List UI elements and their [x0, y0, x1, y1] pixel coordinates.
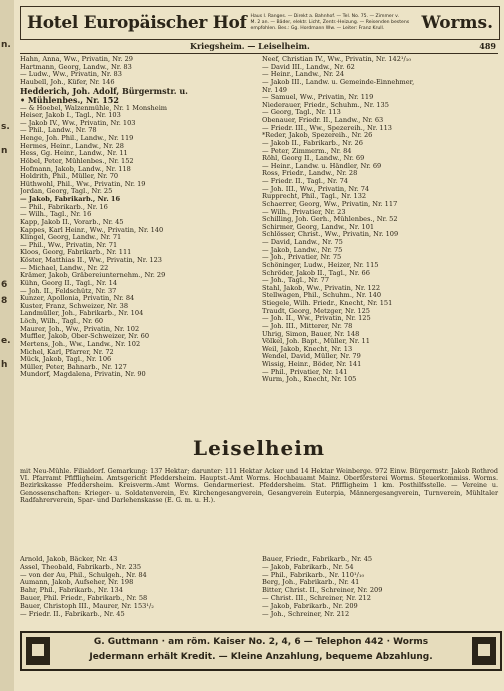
directory-entry: — Joh., Schreiner, Nr. 212	[262, 610, 350, 618]
directory-entry: Bauer, Christoph III., Maurer, Nr. 153¹/₂	[20, 602, 154, 610]
directory-entry: — Phil., Fabrikarb., Nr. 110¹/₁₀	[262, 571, 365, 579]
directory-entry: Holdrith, Phil., Müller, Nr. 70	[20, 173, 119, 181]
directory-entry: — David III., Landw., Nr. 62	[262, 63, 355, 71]
entries-column-left-2	[20, 556, 254, 618]
directory-entry: Kloos, Georg, Fabrikarb., Nr. 111	[20, 249, 132, 257]
directory-entry: Weil, Jakob, Knecht, Nr. 13	[262, 345, 353, 353]
hotel-advertisement	[20, 6, 500, 40]
directory-entry: — Jakob II., Fabrikarb., Nr. 26	[262, 139, 363, 147]
directory-entry: Obenauer, Friedr. II., Landw., Nr. 63	[262, 117, 384, 124]
directory-entry: — Heinr., Landw., Nr. 24	[262, 71, 345, 79]
directory-entry: — Christ. III., Schreiner, Nr. 212	[262, 594, 371, 602]
directory-entry: Wendel, David, Müller, Nr. 79	[262, 353, 361, 361]
section-description: mit Neu-Mühle. Filialdorf. Gemarkung: 137 Hektar; darunter: 111 Hektar Acker und 14 Hektar Weinberge. 972 Einw. Bürgermstr. Jakob Rothrod VI. Pfarramt Pfiffligheim. Amtsgericht Pfeddersheim. Hauptst.-Amt Worms. Hochbauamt Mainz. Oberförsterei Worms. Steuerkommiss. Worms. Bezirkskasse Pfeddersheim. Kreisverm.-Amt Worms. Gendarmeriest. Pfeddersheim. Stat. Pfiffligheim 1 km. Posthilfsstelle. — Vereine u. Genossenschaften: Krieger- u. Soldatenverein, Ev. Kirchengesangverein, Gesangverein Euterpia, Männergesangverein, Turnverein, Mühltaler Radfahrerverein, Spar- und Darlehenskasse (E. G. m. u. H.).	[20, 467, 498, 504]
hotel-city: Worms.	[421, 13, 493, 33]
store-advertisement	[20, 631, 502, 671]
directory-entry: Landmüller, Joh., Fabrikarb., Nr. 104	[20, 310, 144, 318]
running-header	[20, 40, 498, 54]
directory-entry: Berg, Joh., Fabrikarb., Nr. 41	[262, 579, 360, 587]
directory-entry: Stahl, Jakob, Ww., Privatin, Nr. 122	[262, 284, 381, 292]
directory-entry: Hüthwohl, Phil., Ww., Privatin, Nr. 19	[20, 180, 146, 188]
adjacent-page-fragment: 8	[1, 296, 8, 306]
directory-entry: Arnold, Jakob, Bäcker, Nr. 43	[20, 556, 118, 563]
directory-entry: Assel, Theobald, Fabrikarb., Nr. 235	[20, 563, 142, 571]
directory-entry: Ross, Friedr., Landw., Nr. 28	[262, 170, 358, 178]
directory-entry: Schirmer, Georg, Landw., Nr. 101	[262, 223, 375, 231]
directory-entry: — Jakob IV., Ww., Privatin, Nr. 103	[20, 119, 136, 127]
directory-entry: — Phil., Ww., Privatin, Nr. 71	[20, 241, 118, 249]
directory-entry: Wurm, Joh., Knecht, Nr. 105	[262, 376, 357, 384]
directory-page	[14, 0, 504, 691]
directory-entry: Michel, Karl, Pfarrer, Nr. 72	[20, 348, 114, 356]
directory-entry: Schlösser, Christ., Ww., Privatin, Nr. 109	[262, 231, 399, 239]
store-ad-line: Jedermann erhält Kredit. — Kleine Anzahlung, bequeme Abzahlung.	[89, 652, 433, 662]
directory-entry: — Friedr. II., Fabrikarb., Nr. 45	[20, 610, 125, 618]
directory-entry: — Joh. II., Ww., Privatin, Nr. 125	[262, 315, 371, 323]
directory-entry: Mück, Jakob, Tagl., Nr. 106	[20, 356, 112, 364]
directory-entry: Krämer, Jakob, Gräbereiunternehm., Nr. 29	[20, 272, 166, 280]
directory-entry: Henge, Joh. Phil., Landw., Nr. 119	[20, 135, 134, 142]
directory-entry: Kappes, Karl Heinr., Ww., Privatin, Nr. 140	[20, 226, 164, 234]
directory-entry: — Joh. III., Ww., Privatin, Nr. 74	[262, 185, 370, 193]
directory-entry: — von der Au, Phil., Schulgeh., Nr. 84	[20, 571, 147, 579]
directory-entry: Bahr, Phil., Fabrikarb., Nr. 134	[20, 587, 123, 595]
directory-entry: Höbel, Peter, Mühlenbes., Nr. 152	[20, 157, 134, 165]
directory-entry: Hahn, Anna, Ww., Privatin, Nr. 29	[20, 56, 134, 63]
directory-entry: Schaerrer, Georg, Ww., Privatin, Nr. 117	[262, 200, 398, 208]
directory-entry: — Phil., Fabrikarb., Nr. 16	[20, 203, 108, 211]
adjacent-page-fragment: n	[1, 146, 8, 156]
directory-entry: Schöninger, Ludw., Heizer, Nr. 115	[262, 261, 379, 269]
directory-entry: Kapp, Jakob II., Vorarb., Nr. 45	[20, 218, 124, 226]
directory-entry: Hermes, Heinr., Landw., Nr. 28	[20, 142, 124, 150]
directory-entry: — Joh. III., Mitterer, Nr. 78	[262, 322, 353, 330]
directory-entry: — Phil., Privatier, Nr. 141	[262, 368, 348, 376]
directory-entry: Jordan, Georg, Tagl., Nr. 25	[20, 188, 113, 196]
directory-entry: — Wilh., Privatier, Nr. 23	[262, 208, 346, 216]
directory-entry: Rupprecht, Phil., Tagl., Nr. 132	[262, 193, 367, 201]
directory-entry: — Joh. II., Feldschütz, Nr. 37	[20, 287, 117, 295]
directory-entry: Niederauer, Friedr., Schuhm., Nr. 135	[262, 101, 389, 109]
header-title: Kriegsheim. — Leiselheim.	[190, 41, 310, 51]
directory-entry: — Peter, Zimmerm., Nr. 84	[262, 147, 352, 155]
directory-entry: Heiser, Jakob I., Tagl., Nr. 103	[20, 112, 121, 120]
directory-entry: Stellwagen, Phil., Schuhm., Nr. 140	[262, 292, 382, 300]
adjacent-page-fragment: h	[1, 360, 8, 370]
directory-entry: Uhrig, Simon, Bauer, Nr. 148	[262, 330, 360, 338]
directory-entry: Löch, Wilh., Tagl., Nr. 60	[20, 318, 104, 325]
directory-entry: Schilling, Joh. Gerh., Mühlenbes., Nr. 52	[262, 216, 398, 224]
directory-entry: — Friedr. II., Tagl., Nr. 74	[262, 178, 348, 185]
directory-entry: Köster, Matthias II., Ww., Privatin, Nr. 123	[20, 257, 162, 264]
hotel-info-line: Haus I. Ranges. — Direkt a. Bahnhof. — Tel. No. 75. — Zimmer v.	[250, 14, 399, 19]
directory-entry: Bauer, Phil. Friedr., Fabrikarb., Nr. 58	[20, 594, 148, 602]
directory-entry: Maurer, Joh., Ww., Privatin, Nr. 102	[20, 325, 140, 333]
page-number: 489	[479, 41, 496, 51]
directory-entry: Völkel, Joh. Bapt., Müller, Nr. 11	[262, 338, 370, 346]
directory-entry: Mertens, Joh., Ww., Landw., Nr. 102	[20, 340, 141, 348]
directory-entry: — Georg, Tagl., Nr. 113	[262, 109, 341, 117]
section-title: Leiselheim	[193, 436, 325, 460]
directory-entry: Röhl, Georg II., Landw., Nr. 69	[262, 155, 365, 163]
directory-entry: — David, Landw., Nr. 75	[262, 239, 343, 246]
adjacent-page-fragment: 6	[1, 280, 8, 290]
directory-entry: Schröder, Jakob II., Tagl., Nr. 66	[262, 269, 370, 277]
directory-entry: — Ludw., Ww., Privatin, Nr. 83	[20, 71, 122, 79]
adjacent-page-fragment: e.	[1, 336, 11, 346]
directory-entry: — & Hoebel, Walzenmühle, Nr. 1 Monsheim	[20, 104, 168, 112]
directory-entry: — Wilh., Tagl., Nr. 16	[20, 211, 92, 219]
directory-entry: — Samuel, Ww., Privatin, Nr. 119	[262, 94, 374, 102]
directory-entry: Kunzer, Apollonia, Privatin, Nr. 84	[20, 295, 135, 303]
adjacent-page-fragment: s.	[1, 122, 10, 132]
directory-entry: Bitter, Christ. II., Schreiner, Nr. 209	[262, 587, 383, 595]
directory-entry: Hofmann, Jakob, Landw., Nr. 118	[20, 165, 131, 173]
directory-entry: Stiegele, Wilh. Friedr., Knecht, Nr. 151	[262, 300, 393, 307]
directory-entry: Haubell, Joh., Küfer, Nr. 146	[20, 78, 115, 86]
directory-entry: Aumann, Jakob, Aufseher, Nr. 198	[20, 579, 134, 587]
directory-entry: Hartmann, Georg, Landw., Nr. 83	[20, 63, 132, 71]
ornament-icon	[472, 637, 496, 665]
directory-entry: Klingel, Georg, Landw., Nr. 71	[20, 234, 122, 242]
directory-entry: — Jakob III., Landw. u. Gemeinde-Einnehmer,	[262, 78, 415, 86]
hotel-info-line: M. 2 an. — Bäder, elektr. Licht, Zentr.-Heizung. — Reisenden bestens	[250, 20, 410, 25]
directory-entry: Wissig, Heinr., Böder, Nr. 141	[262, 361, 362, 368]
adjacent-page-strip	[0, 0, 14, 691]
directory-entry: Mundorf, Magdalena, Privatin, Nr. 90	[20, 371, 146, 379]
ornament-icon	[26, 637, 50, 665]
directory-entry: Müller, Peter, Bahnarb., Nr. 127	[20, 363, 127, 371]
directory-entry: — Phil., Landw., Nr. 78	[20, 127, 97, 135]
entries-column-right-2	[262, 556, 496, 618]
directory-entry: — Jakob, Fabrikarb., Nr. 54	[262, 563, 354, 571]
directory-entry: Hedderich, Joh. Adolf, Bürgermstr. u.	[20, 86, 188, 96]
directory-entry: — Jakob, Fabrikarb., Nr. 209	[262, 602, 358, 610]
directory-entry: Neef, Christian IV., Ww., Privatin, Nr. 142¹/₁₀	[262, 56, 412, 63]
store-ad-line: G. Guttmann · am röm. Kaiser No. 2, 4, 6 — Telephon 442 · Worms	[93, 637, 429, 647]
directory-entry: • Mühlenbes., Nr. 152	[20, 95, 119, 105]
directory-entry: Bauer, Friedr., Fabrikarb., Nr. 45	[262, 556, 373, 563]
directory-entry: — Joh., Tagl., Nr. 77	[262, 277, 330, 285]
directory-entry: Kühn, Georg II., Tagl., Nr. 14	[20, 279, 118, 287]
directory-entry: — Jakob, Fabrikarb., Nr. 16	[20, 196, 121, 203]
directory-entry: — Joh., Privatier, Nr. 75	[262, 254, 342, 262]
directory-entry: Nr. 149	[262, 86, 287, 94]
directory-entry: Muffler, Jakob, Ober-Schweizer, Nr. 60	[20, 333, 150, 341]
directory-entry: Hess, Gg. Heinr., Landw., Nr. 11	[20, 150, 128, 158]
directory-entry: Traudt, Georg, Metzger, Nr. 125	[262, 307, 370, 315]
directory-entry: — Friedr. III., Ww., Spezereih., Nr. 113	[262, 124, 392, 132]
hotel-info-line: empfohlen. Bes.: Gg. Hordmann Ww. — Leiter: Franz Krull.	[250, 26, 385, 31]
directory-entry: Kuster, Franz, Schweizer, Nr. 38	[20, 302, 129, 310]
entries-column-left	[20, 56, 254, 379]
directory-entry: — Michael, Landw., Nr. 22	[20, 264, 109, 272]
hotel-info	[247, 14, 422, 32]
hotel-name: Hotel Europäischer Hof	[27, 13, 247, 33]
directory-entry: — Heinr., Landw. u. Händler, Nr. 69	[262, 162, 382, 170]
adjacent-page-fragment: n.	[1, 40, 11, 50]
entries-column-right	[262, 56, 496, 384]
directory-entry: *Reder, Jakob, Spezereih., Nr. 26	[262, 132, 373, 140]
directory-entry: — Jakob, Landw., Nr. 75	[262, 246, 343, 254]
